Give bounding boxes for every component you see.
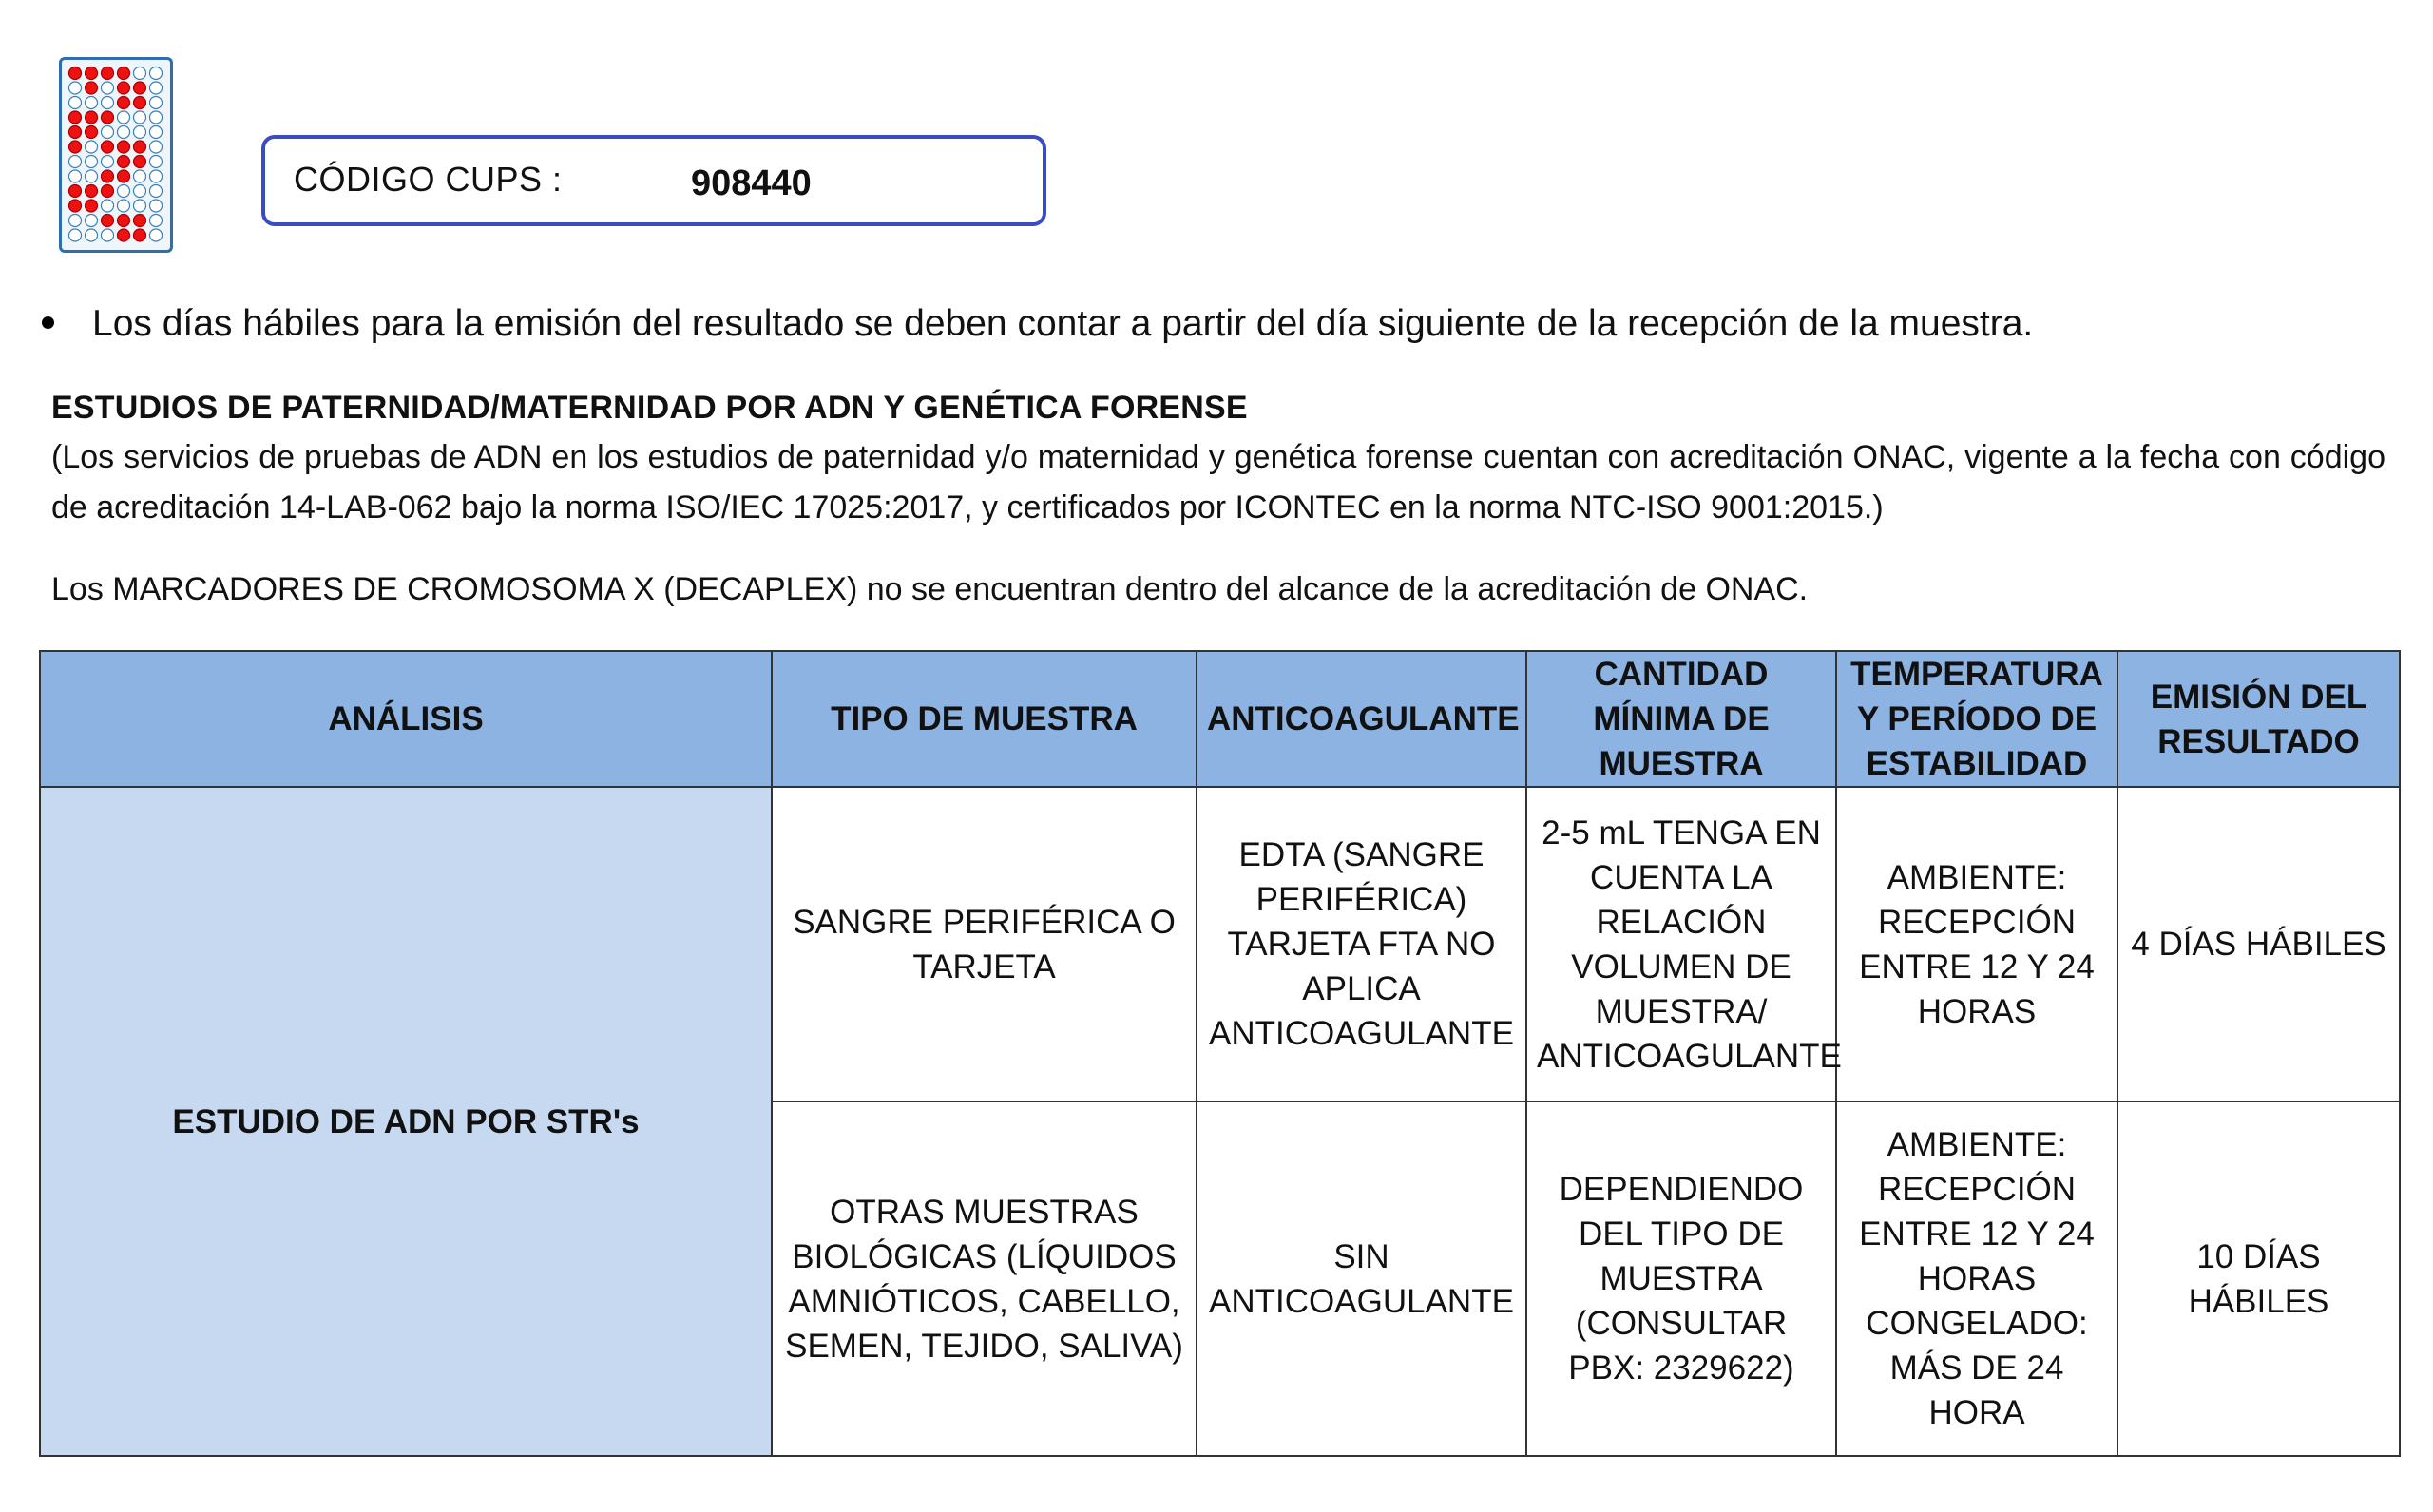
- header-sample-type: TIPO DE MUESTRA: [772, 651, 1197, 787]
- dna-gel-plate-icon: [59, 57, 173, 253]
- table-row: [40, 787, 2400, 1101]
- analysis-name: ESTUDIO DE ADN POR STR's: [40, 787, 772, 1456]
- sample-type-cell: OTRAS MUESTRAS BIOLÓGICAS (LÍQUIDOS AMNIÓTICOS, CABELLO, SEMEN, TEJIDO, SALIVA): [772, 1101, 1197, 1456]
- sample-requirements-table: [39, 650, 2401, 1457]
- header-min-quantity: CANTIDAD MÍNIMA DE MUESTRA: [1526, 651, 1836, 787]
- anticoagulant-cell: SIN ANTICOAGULANTE: [1197, 1101, 1526, 1456]
- table-header-row: [40, 651, 2400, 787]
- temperature-cell: AMBIENTE: RECEPCIÓN ENTRE 12 Y 24 HORAS CONGELADO: MÁS DE 24 HORA: [1836, 1101, 2117, 1456]
- section-title: ESTUDIOS DE PATERNIDAD/MATERNIDAD POR ADN Y GENÉTICA FORENSE: [51, 390, 1248, 426]
- cups-label: CÓDIGO CUPS :: [294, 160, 563, 199]
- min-quantity-cell: DEPENDIENDO DEL TIPO DE MUESTRA (CONSULTAR PBX: 2329622): [1526, 1101, 1836, 1456]
- anticoagulant-cell: EDTA (SANGRE PERIFÉRICA) TARJETA FTA NO APLICA ANTICOAGULANTE: [1197, 787, 1526, 1101]
- sample-type-cell: SANGRE PERIFÉRICA O TARJETA: [772, 787, 1197, 1101]
- header-temperature: TEMPERATURA Y PERÍODO DE ESTABILIDAD: [1836, 651, 2117, 787]
- accreditation-text: (Los servicios de pruebas de ADN en los estudios de paternidad y/o maternidad y genética forense cuentan con acreditación ONAC, vigente a la fecha con código de acreditación 14-LAB-062 bajo la norma ISO/IEC 17025:2017, y certificados por ICONTEC en la norma NTC-ISO 9001:2015.): [51, 439, 2385, 526]
- header-result: EMISIÓN DEL RESULTADO: [2117, 651, 2400, 787]
- bullet-dot: [42, 316, 54, 329]
- cups-code-box: [261, 135, 1046, 226]
- note-text: Los días hábiles para la emisión del resultado se deben contar a partir del día siguiente de la recepción de la muestra.: [92, 303, 2034, 344]
- header-anticoagulant: ANTICOAGULANTE: [1197, 651, 1526, 787]
- result-cell: 10 DÍAS HÁBILES: [2117, 1101, 2400, 1456]
- temperature-cell: AMBIENTE: RECEPCIÓN ENTRE 12 Y 24 HORAS: [1836, 787, 2117, 1101]
- scope-note: Los MARCADORES DE CROMOSOMA X (DECAPLEX) no se encuentran dentro del alcance de la acreditación de ONAC.: [51, 571, 1809, 607]
- note-bullet: [42, 300, 2033, 348]
- result-cell: 4 DÍAS HÁBILES: [2117, 787, 2400, 1101]
- min-quantity-cell: 2-5 mL TENGA EN CUENTA LA RELACIÓN VOLUMEN DE MUESTRA/ ANTICOAGULANTE: [1526, 787, 1836, 1101]
- header-analysis: ANÁLISIS: [40, 651, 772, 787]
- cups-code: 908440: [691, 163, 812, 203]
